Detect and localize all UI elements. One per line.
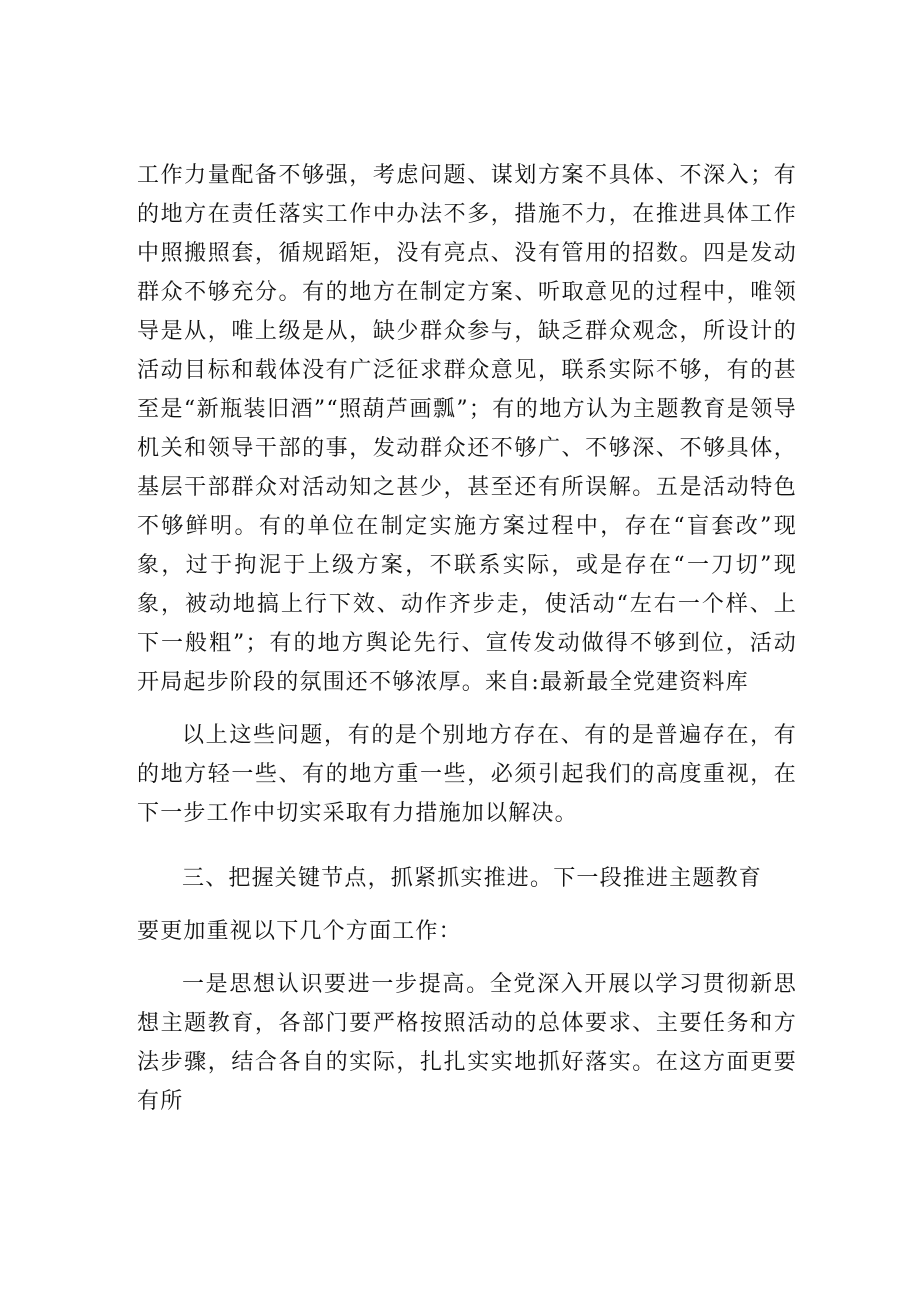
paragraph-continuation: 工作力量配备不够强，考虑问题、谋划方案不具体、不深入；有的地方在责任落实工作中办法不多，措施不力，在推进具体工作中照搬照套，循规蹈矩，没有亮点、没有管用的招数。四是发动群众不够充分。有的地方在制定方案、听取意见的过程中，唯领导是从，唯上级是从，缺少群众参与，缺乏群众观念，所设计的活动目标和载体没有广泛征求群众意见，联系实际不够，有的甚至是“新瓶装旧酒”“照葫芦画瓢”；有的地方认为主题教育是领导机关和领导干部的事，发动群众还不够广、不够深、不够具体，基层干部群众对活动知之甚少，甚至还有所误解。五是活动特色不够鲜明。有的单位在制定实施方案过程中，存在“盲套改”现象，过于拘泥于上级方案，不联系实际，或是存在“一刀切”现象，被动地搞上行下效、动作齐步走，使活动“左右一个样、上下一般粗”；有的地方舆论先行、宣传发动做得不够到位，活动开局起步阶段的氛围还不够浓厚。来自:最新最全党建资料库 [137,163,797,695]
paragraph-point-one: 一是思想认识要进一步提高。全党深入开展以学习贯彻新思想主题教育，各部门要严格按照活动的总体要求、主要任务和方法步骤，结合各自的实际，扎扎实实地抓好落实。在这方面更要有所 [137,972,797,1114]
section-heading-continuation: 要更加重视以下几个方面工作： [137,919,462,944]
document-body [137,156,797,1121]
paragraph-problems-summary: 以上这些问题，有的是个别地方存在、有的是普遍存在，有的地方轻一些、有的地方重一些，必须引起我们的高度重视，在下一步工作中切实采取有力措施加以解决。 [137,723,797,826]
section-heading-three: 三、把握关键节点，抓紧抓实推进。下一段推进主题教育 [182,866,763,891]
